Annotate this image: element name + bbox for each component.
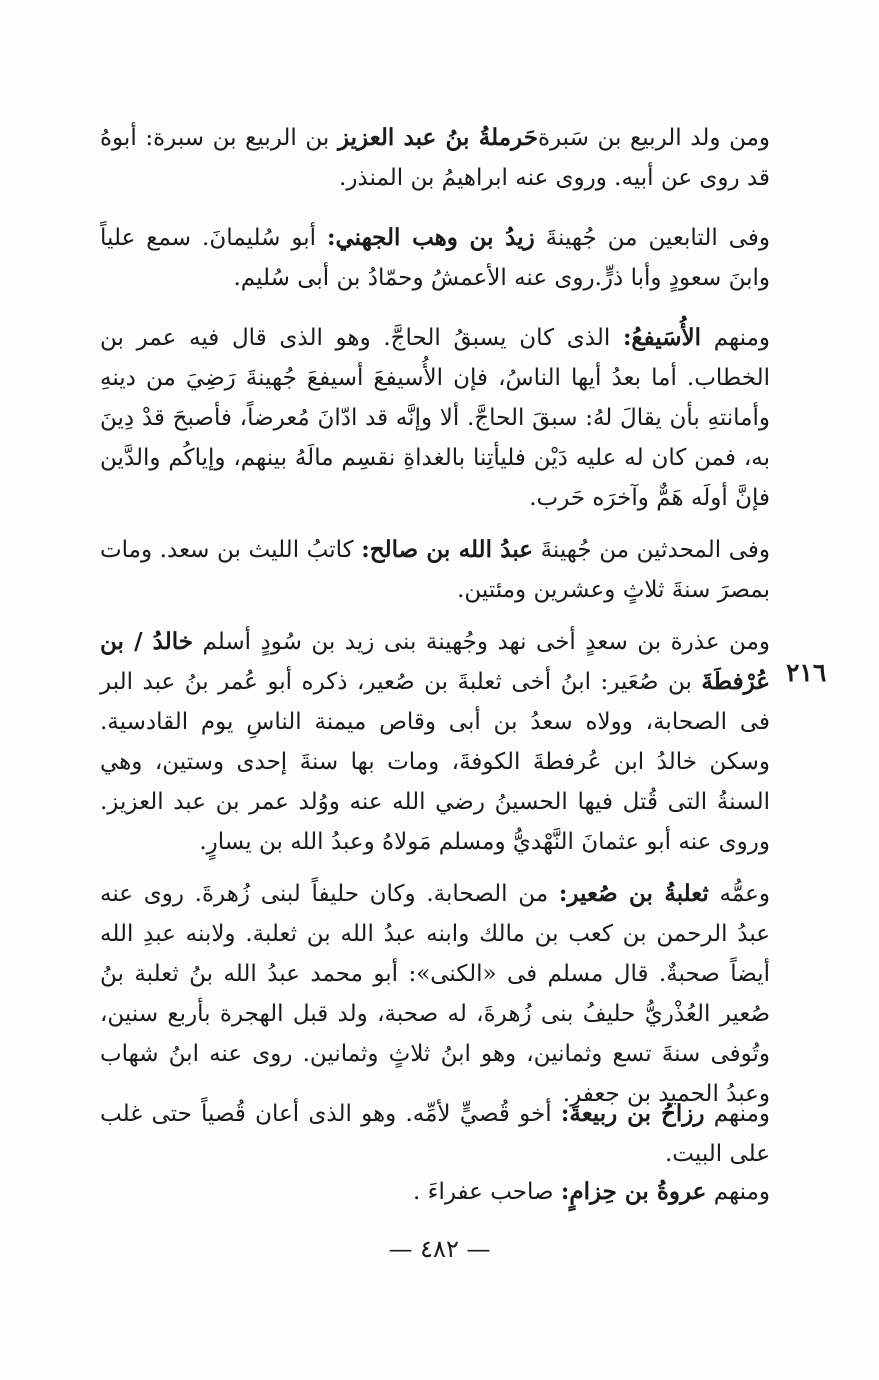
entry-text: الذى كان يسبقُ الحاجَّ. وهو الذى قال فيه عمر بن الخطاب. أما بعدُ أيها الناسُ، فإن الأُسيفعَ أسيفعَ جُهينةَ رَضِيَ من دينهِ وأمانتهِ بأن يقالَ لهُ: سبقَ الحاجَّ. ألا وإنَّه قد ادّانَ مُعرضاً، فأصبحَ قدْ دِينَ به، فمن كان له عليه دَيْن فليأتِنا بالغداةِ نقسِم مالَهُ بينهم، وإياكُم والدَّين فإنَّ أولَه هَمٌّ وآخرَه حَرب. [100, 325, 770, 511]
entry-lead: ومن عذرة بن سعدٍ أخى نهد وجُهينة بنى زيد بن سُودٍ أسلم [192, 629, 770, 655]
margin-page-reference: ٢١٦ [786, 658, 827, 687]
entry-thalaba [100, 874, 770, 1114]
entry-lead: وفى المحدثين من جُهينةَ [533, 537, 770, 563]
entry-lead: ومنهم [704, 1101, 770, 1127]
entry-lead: ومنهم [701, 325, 771, 351]
entry-urwa [100, 1172, 770, 1212]
entry-text: كاتبُ الليث بن سعد. ومات بمصرَ سنةَ ثلاثٍ وعشرين ومئتين. [100, 537, 770, 603]
entry-text: صاحب عفراءَ . [413, 1179, 561, 1205]
entry-abdullah-salih [100, 530, 770, 610]
entry-name: زيدُ بن وهب الجهني: [326, 224, 535, 251]
page-number: — ٤٨٢ — [388, 1235, 491, 1263]
entry-name: عروةُ بن حِزامٍ: [560, 1178, 707, 1205]
entry-lead: ومنهم [706, 1179, 770, 1205]
entry-text: بن الربيع بن سبرة: أبوهُ قد روى عن أبيه. وروى عنه ابراهيمُ بن المنذر. [100, 125, 770, 191]
entry-rizah [100, 1094, 770, 1174]
entry-lead: وفى التابعين من جُهينةَ [534, 225, 770, 251]
entry-name: رزاحُ بن ربيعةَ: [560, 1100, 705, 1127]
entry-name: عبدُ الله بن صالح: [361, 536, 533, 563]
entry-zayd [100, 218, 770, 298]
entry-name: الأُسَيفعُ: [622, 324, 702, 351]
entry-khalid [100, 622, 770, 862]
entry-lead: ومن ولد الربيع بن سَبرة [537, 125, 770, 151]
entry-text: بن صُعَير: ابنُ أخى ثعلبةَ بن صُعير، ذكره أبو عُمر بنُ عبد البر فى الصحابة، وولاه سعدُ بن أبى وقاص ميمنة الناسِ يوم القادسية. وسكن خالدُ ابن عُرفطةَ الكوفةَ، ومات بها سنةَ إحدى وستين، وهي السنةُ التى قُتل فيها الحسينُ رضي الله عنه ووُلد عمر بن عبد العزيز. وروى عنه أبو عثمانَ النَّهْديُّ ومسلم مَولاهُ وعبدُ الله بن يسارٍ. [100, 669, 770, 855]
entry-harmala [100, 118, 770, 198]
entry-text: أبو سُليمانَ. سمع علياً وابنَ سعودٍ وأبا ذرٍّ.روى عنه الأعمشُ وحمّادُ بن أبى سُليم. [100, 225, 770, 291]
entry-usayfi [100, 318, 770, 518]
entry-name: خالدُ / بن عُرْفطَةَ [100, 628, 770, 695]
entry-lead: وعمُّه [708, 881, 770, 907]
entry-name: حَرملةُ بنُ عبد العزيز [337, 124, 538, 151]
entry-text: أخو قُصيٍّ لأمِّه. وهو الذى أعان قُصياً حتى غلب على البيت. [100, 1101, 770, 1167]
entry-text: من الصحابة. وكان حليفاً لبنى زُهرةَ. روى عنه عبدُ الرحمن بن كعب بن مالك وابنه عبدُ الله بن ثعلبة. ولابنه عبدِ الله أيضاً صحبةٌ. قال مسلم فى «الكنى»: أبو محمد عبدُ الله بنُ ثعلبة بنُ صُعير العُذْريُّ حليفُ بنى زُهرةَ، له صحبة، ولد قبل الهجرة بأربع سنين، وتُوفى سنةَ تسع وثمانين، وهو ابنُ ثلاثٍ وثمانين. روى عنه ابنُ شهاب وعبدُ الحميد بن جعفر. [100, 881, 770, 1107]
entry-name: ثعلبةُ بن صُعير: [558, 880, 709, 907]
